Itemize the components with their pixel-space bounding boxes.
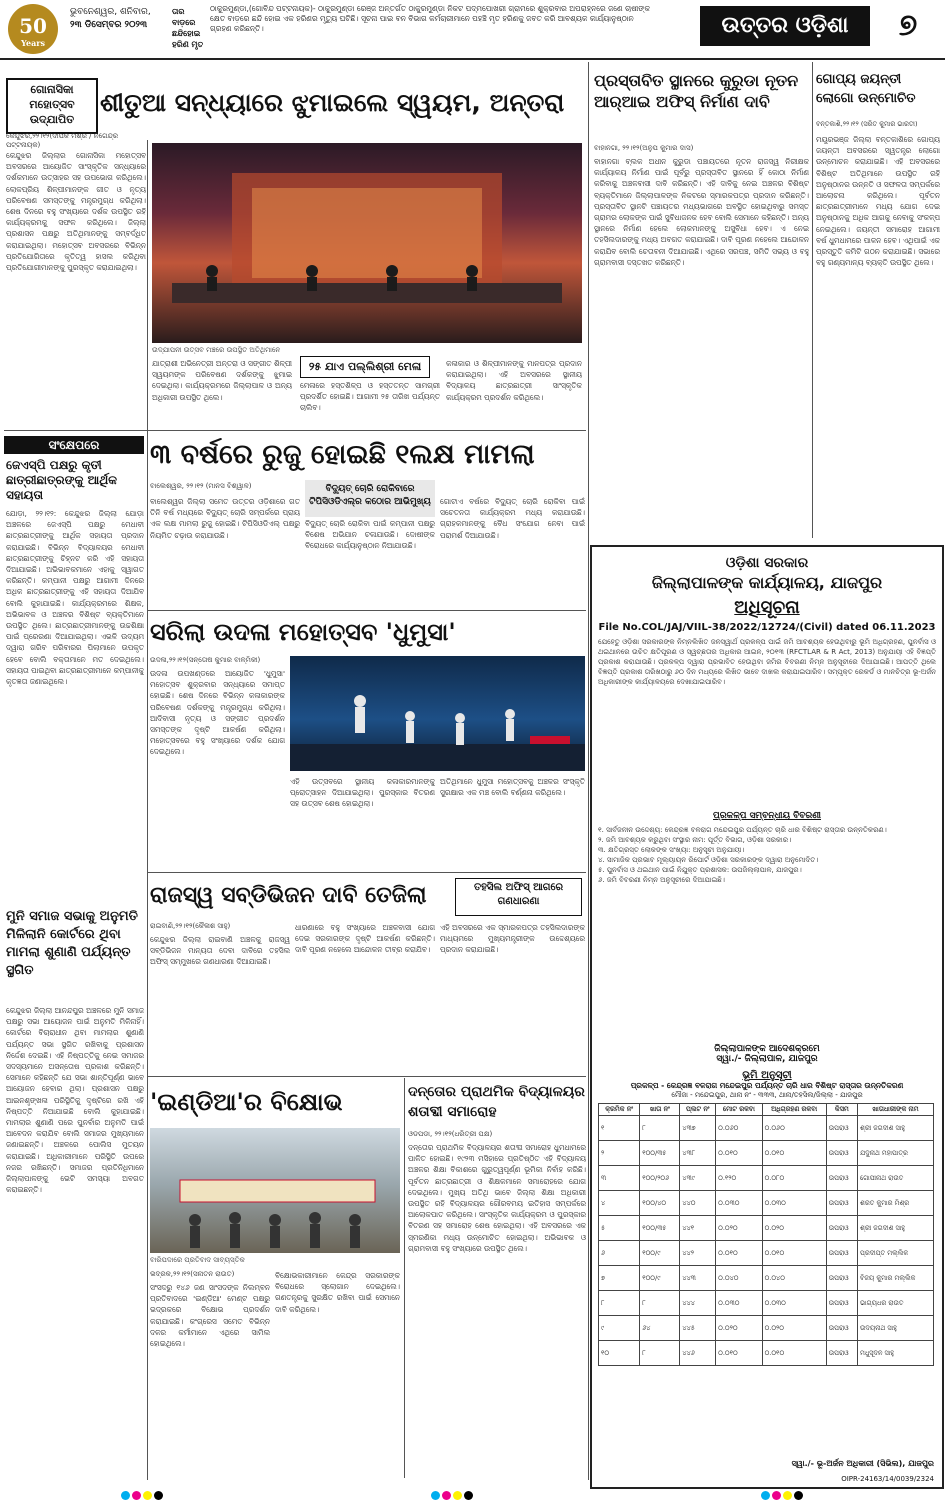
table-cell: ୦.୦୬୦ <box>716 1116 762 1141</box>
masthead <box>0 0 945 60</box>
table-cell: ଉପରାଓ <box>826 1241 857 1266</box>
table-cell: ୦.୦୧୦ <box>762 1141 826 1166</box>
cases-headline: ୩ ବର୍ଷରେ ରୁଜୁ ହୋଇଛି ୧ଲକ୍ଷ ମାମଲା <box>150 439 535 470</box>
india-headline: 'ଇଣ୍ଡିଆ'ର ବିକ୍ଷୋଭ <box>150 1088 343 1116</box>
table-cell: ବିଜୟ କୁମାର ମଲ୍ଲିକ <box>858 1266 934 1291</box>
cases-body-col2: ବିଦ୍ୟୁତ୍ ଚୋରି ରୋକିବା ପାଇଁ କମ୍ପାନୀ ପକ୍ଷରୁ ବିଶେଷ ଅଭିଯାନ ଚଳାଯାଉଛି। ଦୋଷୀଙ୍କ ବିରୋଧରେ କାର୍ଯ୍ୟାନୁଷ୍ଠାନ ନିଆଯାଉଛି। <box>305 519 435 551</box>
table-cell: ୦.୦୧୦ <box>762 1341 826 1366</box>
table-row <box>599 1141 934 1166</box>
cases-byline: ବାଲେଶ୍ୱର, ୨୨।୧୨ (ମାନସ ବିଶ୍ୱାଳ) <box>150 482 252 490</box>
logo-years: Years <box>20 38 45 48</box>
section-rule <box>148 1076 586 1077</box>
table-cell: ୧ <box>599 1116 640 1141</box>
table-row <box>599 1291 934 1316</box>
table-header-cell: ଖାତା ନଂ <box>640 1104 680 1116</box>
table-cell: ଉପରାଓ <box>826 1141 857 1166</box>
table-cell: ୪୪୦ <box>680 1191 716 1216</box>
registration-marks <box>760 1485 804 1504</box>
lead-body-col3: ମେଳାରେ ହସ୍ତଶିଳ୍ପ ଓ ହସ୍ତତନ୍ତ ସାମଗ୍ରୀ ପ୍ରଦର୍ଶିତ ହୋଇଛି। ଆଗାମୀ ୨୫ ତାରିଖ ପର୍ଯ୍ୟନ୍ତ ଚାଲିବ। <box>300 381 440 413</box>
table-cell: ୪୩୮ <box>680 1141 716 1166</box>
notice-project-details: ୧. ସାର୍ବଜନୀନ ଉଦ୍ଦେଶ୍ୟ: କେନ୍ଦ୍ରଜ୍ଞ ବଳରାଗ ମନ୍ଦେଇପୁର ପର୍ଯ୍ୟନ୍ତ ଚାରି ଧାର ବିଶିଷ୍ଟ ରାସ୍ତାର ଉନ୍ନତିକରଣ। ୨. ଜମି ଆବଶ୍ୟକ କରୁଥିବା ସଂସ୍ଥାର ନାମ: ପୂର୍ତ୍ତ ବିଭାଗ, ଓଡ଼ିଶା ସରକାର। ୩. କ୍ଷତିଗ୍ରସ୍ତ ଲୋକଙ୍କ ସଂଖ୍ୟା: ଅନୁସୂଚୀ ଅନୁଯାୟୀ। ୪. ସାମାଜିକ ପ୍ରଭାବ ମୂଲ୍ୟାୟନ ରିପୋର୍ଟ ଓଡ଼ିଶା ସରକାରଙ୍କ ଦ୍ୱାରା ଅନୁମୋଦିତ। ୫. ପୁନର୍ବାସ ଓ ଥଇଥାନ ପାଇଁ ନିଯୁକ୍ତ ପ୍ରଶାସକ: ଉପଜିଲ୍ଲାପାଳ, ଯାଜପୁର। ୬. ଜମି ବିବରଣୀ ନିମ୍ନ ଅନୁସୂଚୀରେ ଦିଆଯାଇଛି। <box>598 826 887 884</box>
table-row <box>599 1166 934 1191</box>
lead-sub-label: ୨୫ ଯାଏ ପଲ୍ଲିଶ୍ରୀ ମେଳା <box>300 356 430 378</box>
lead-body-col1: କେନ୍ଦୁଝର ଜିଲ୍ଲାର ଗୋନାସିକା ମହୋତ୍ସବ ଅବସରରେ ଆୟୋଜିତ ସାଂସ୍କୃତିକ ସନ୍ଧ୍ୟାରେ ଦର୍ଶକମାନେ ଉତ୍ସାହର ସହ ଉପଭୋଗ କରିଥିଲେ। ଲୋକପ୍ରିୟ ଶିଳ୍ପୀମାନଙ୍କ ଗୀତ ଓ ନୃତ୍ୟ ପରିବେଷଣ ସମସ୍ତଙ୍କୁ ମନ୍ତ୍ରମୁଗ୍ଧ କରିଥିଲା। ଶେଷ ଦିନରେ ବହୁ ସଂଖ୍ୟାରେ ଦର୍ଶକ ଉପସ୍ଥିତ ରହି କାର୍ଯ୍ୟକ୍ରମକୁ ସଫଳ କରିଥିଲେ। ଜିଲ୍ଲା ପ୍ରଶାସନ ପକ୍ଷରୁ ଅତିଥିମାନଙ୍କୁ ସମ୍ବର୍ଦ୍ଧିତ କରାଯାଇଥିଲା। ମହୋତ୍ସବ ଅବସରରେ ବିଭିନ୍ନ ପ୍ରତିଯୋଗିତାରେ କୃତିତ୍ୱ ହାସଲ କରିଥିବା ପ୍ରତିଯୋଗୀମାନଙ୍କୁ ପୁରସ୍କୃତ କରାଯାଇଥିଲା। <box>6 151 146 273</box>
table-cell: ୪ <box>599 1191 640 1216</box>
table-cell: ୨ <box>599 1141 640 1166</box>
notice-signature-title: ଜିଲ୍ଲାପାଳଙ୍କ ଆଦେଶକ୍ରମେ <box>714 1044 820 1054</box>
table-cell: ୦.୦୪୦ <box>762 1266 826 1291</box>
dhumusa-byline: ଉଦଳା,୨୨।୧୨(ସନ୍ତୋଷ କୁମାର ବାଳ୍ମିକୀ) <box>150 656 261 664</box>
table-cell: ୮ <box>640 1291 680 1316</box>
table-cell: ୦.୦୩୦ <box>716 1291 762 1316</box>
table-header-cell: ଖାତାଧାରୀଙ୍କ ନାମ <box>858 1104 934 1116</box>
table-cell: ୬ <box>599 1241 640 1266</box>
column-rule <box>147 140 148 430</box>
school-headline: ଦନ୍ତୋର ପ୍ରାଥମିକ ବିଦ୍ୟାଳୟର ଶତାବ୍ଦୀ ସମାରୋହ <box>408 1084 585 1120</box>
kuruda-headline: ପ୍ରସ୍ତାବିତ ସ୍ଥାନରେ କୁରୁଡା ନୂତନ ଆର୍‌ଆଇ ଅଫିସ୍ ନିର୍ମାଣ ଦାବି <box>594 71 799 111</box>
school-byline: ଓଡପଡା, ୨୨।୧୨(ଧରିତ୍ରୀ ପକ୍ଷ) <box>408 1130 493 1138</box>
notice-office: ଜିଲ୍ଲାପାଳଙ୍କ କାର୍ଯ୍ୟାଳୟ, ଯାଜପୁର <box>651 573 883 592</box>
table-cell: ୮ <box>640 1341 680 1366</box>
lead-byline: କେନ୍ଦୁଝର,୨୨।୧୨(ଦୀପକ ମିଶ୍ର / ନଗେନ୍ଦ୍ର ପଟ୍ଟନାୟକ) <box>6 132 119 149</box>
table-cell: ୫ <box>599 1216 640 1241</box>
city-day: ଭୁବନେଶ୍ୱର, ଶନିବାର, <box>70 7 151 17</box>
column-rule <box>588 62 589 1480</box>
dhumusa-headline: ସରିଲା ଉଦଳା ମହୋତ୍ସବ 'ଧୁମୁସା' <box>150 618 456 646</box>
table-cell: ୦.୦୬୦ <box>762 1116 826 1141</box>
page-number: ୭ <box>898 8 918 43</box>
table-cell: ୪୩୭ <box>680 1116 716 1141</box>
table-cell: ୦.୦୩୦ <box>762 1291 826 1316</box>
table-cell: ଶ୍ରୀ ଜଗଦୀଶ ସାହୁ <box>858 1116 934 1141</box>
table-cell: ୦.୦୪୦ <box>716 1266 762 1291</box>
brief-title: ସଂକ୍ଷେପରେ <box>4 436 144 454</box>
protest-illustration <box>150 1128 400 1253</box>
table-cell: ୦.୧୨୦ <box>716 1166 762 1191</box>
goppa-headline: ଗୋପ୍ୟ ଜୟନ୍ତୀ ଲୋଗୋ ଉନ୍ମୋଚିତ <box>816 72 916 106</box>
column-rule <box>147 430 148 1480</box>
table-cell: ୦.୦୧୦ <box>762 1241 826 1266</box>
notice-oipr: OIPR-24163/14/0039/2324 <box>841 1475 934 1483</box>
lead-photo <box>152 143 582 343</box>
table-cell: ଉପରାଓ <box>826 1191 857 1216</box>
table-header-cell: ପ୍ଲଟ ନଂ <box>680 1104 716 1116</box>
table-cell: ୦.୦୨୦ <box>762 1316 826 1341</box>
india-photo <box>150 1128 400 1253</box>
table-cell: ୦.୦୨୦ <box>716 1316 762 1341</box>
kuruda-body: ବାହାନଗା ବ୍ଲକ ଅଧୀନ କୁରୁଡା ପଞ୍ଚାୟତରେ ନୂତନ ରାଜସ୍ୱ ନିରୀକ୍ଷକ କାର୍ଯ୍ୟାଳୟ ନିର୍ମାଣ ପାଇଁ ପୂର୍ବରୁ ପ୍ରସ୍ତାବିତ ସ୍ଥାନରେ ହିଁ କୋଠା ନିର୍ମାଣ କରିବାକୁ ଅଞ୍ଚଳବାସୀ ଦାବି କରିଛନ୍ତି। ଏହି ଦାବିକୁ ନେଇ ଅଞ୍ଚଳର ବିଶିଷ୍ଟ ବ୍ୟକ୍ତିମାନେ ଜିଲ୍ଲାପାଳଙ୍କ ନିକଟରେ ସ୍ମାରକପତ୍ର ପ୍ରଦାନ କରିଛନ୍ତି। ପ୍ରସ୍ତାବିତ ସ୍ଥାନଟି ପଞ୍ଚାୟତର ମଧ୍ୟଭାଗରେ ଅବସ୍ଥିତ ହୋଇଥିବାରୁ ସମସ୍ତ ଗ୍ରାମର ଲୋକଙ୍କ ପାଇଁ ସୁବିଧାଜନକ ହେବ ବୋଲି ସେମାନେ କହିଛନ୍ତି। ଅନ୍ୟ ସ୍ଥାନରେ ନିର୍ମାଣ ହେଲେ ଲୋକମାନଙ୍କୁ ଅସୁବିଧା ହେବ। ଏ ନେଇ ତହସିଲଦାରଙ୍କୁ ମଧ୍ୟ ଅବଗତ କରାଯାଇଛି। ଦାବି ପୂରଣ ନହେଲେ ଆନ୍ଦୋଳନ କରାଯିବ ବୋଲି ଚେତାବନୀ ଦିଆଯାଇଛି। ଏଥିରେ ସରପଞ୍ଚ, ସମିତି ସଭ୍ୟ ଓ ବହୁ ଗ୍ରାମବାସୀ ଦସ୍ତଖତ କରିଛନ୍ତି। <box>594 157 809 267</box>
table-cell: ଉପରାଓ <box>826 1166 857 1191</box>
revenue-body-col1: କେନ୍ଦୁଝର ଜିଲ୍ଲା ରାଇବାଣି ଅଞ୍ଚଳକୁ ରାଜସ୍ୱ ସବ୍‌ଡିଭିଜନ ମାନ୍ୟତା ଦେବା ଦାବିରେ ତହସିଲ ଅଫିସ୍ ସମ୍ମୁଖରେ ଗଣଧାରଣା ଦିଆଯାଇଛି। <box>150 935 290 967</box>
goppa-byline: ବନ୍ତକାଶି,୨୨।୧୨ (ସରିତ କୁମାର ଭାରତୀ) <box>816 120 918 128</box>
table-cell: ୦.୦୧୦ <box>716 1241 762 1266</box>
dhumusa-body-col1: ଉଦଳା ଉପଖଣ୍ଡରେ ଆୟୋଜିତ 'ଧୁମୁସା' ମହୋତ୍ସବ ଶୁକ୍ରବାର ସନ୍ଧ୍ୟାରେ ସମାପ୍ତ ହୋଇଛି। ଶେଷ ଦିନରେ ବିଭିନ୍ନ କଳାକାରଙ୍କ ପରିବେଷଣ ଦର୍ଶକଙ୍କୁ ମନ୍ତ୍ରମୁଗ୍ଧ କରିଥିଲା। ଆଦିବାସୀ ନୃତ୍ୟ ଓ ସଙ୍ଗୀତ ପ୍ରଦର୍ଶନ ସମସ୍ତଙ୍କ ଦୃଷ୍ଟି ଆକର୍ଷଣ କରିଥିଲା। ମହୋତ୍ସବରେ ବହୁ ସଂଖ୍ୟାରେ ଦର୍ଶକ ଯୋଗ ଦେଇଥିଲେ। <box>150 669 285 757</box>
logo-number: 50 <box>19 14 47 38</box>
notice-section-title: ପ୍ରକଳ୍ପ ସମ୍ବନ୍ଧୀୟ ବିବରଣୀ <box>713 811 821 821</box>
table-row <box>599 1341 934 1366</box>
table-row <box>599 1191 934 1216</box>
table-cell: ୧୦ <box>599 1341 640 1366</box>
dateline <box>70 6 170 32</box>
table-cell: ୦.୦୩୦ <box>762 1191 826 1216</box>
lead-kicker: ଗୋନାସିକା ମହୋତ୍ସବ ଉଦ୍‌ଯାପିତ <box>6 78 98 134</box>
table-cell: ୮ <box>599 1291 640 1316</box>
table-cell: ୧୦୦/୯ <box>640 1266 680 1291</box>
schedule-title: ଭୂମି ଅନୁସୂଚୀ <box>742 1070 792 1081</box>
table-body <box>599 1116 934 1366</box>
lead-body-col4: କଳାକାର ଓ ଶିଳ୍ପୀମାନଙ୍କୁ ମାନପତ୍ର ପ୍ରଦାନ କରାଯାଇଥିଲା। ଏହି ଅବସରରେ ସ୍ଥାନୀୟ ବିଦ୍ୟାଳୟ ଛାତ୍ରଛାତ୍ରୀ ସାଂସ୍କୃତିକ କାର୍ଯ୍ୟକ୍ରମ ପ୍ରଦର୍ଶନ କରିଥିଲେ। <box>446 359 582 402</box>
notice-body: ଯେହେତୁ ଓଡ଼ିଶା ସରକାରଙ୍କ ନିମ୍ନଲିଖିତ ଜନସ୍ୱାର୍ଥ ପ୍ରକଳ୍ପ ପାଇଁ ଜମି ଆବଶ୍ୟକ ହେଉଥିବାରୁ ଭୂମି ଅଧିଗ୍ରହଣ, ପୁନର୍ବାସ ଓ ଥଇଥାନରେ ଉଚିତ କ୍ଷତିପୂରଣ ଓ ସ୍ୱଚ୍ଛତାର ଅଧିକାର ଆଇନ, ୨୦୧୩ (RFCTLAR & R Act, 2013) ଅନୁଯାୟୀ ଏହି ବିଜ୍ଞପ୍ତି ପ୍ରକାଶ କରାଯାଉଛି। ପ୍ରକଳ୍ପ ଦ୍ୱାରା ପ୍ରଭାବିତ ହେଉଥିବା ଜମିର ବିବରଣୀ ନିମ୍ନ ଅନୁସୂଚୀରେ ଦିଆଯାଇଛି। ଆପତ୍ତି ଥିଲେ ବିଜ୍ଞପ୍ତି ପ୍ରକାଶ ତାରିଖଠାରୁ ୬୦ ଦିନ ମଧ୍ୟରେ ଲିଖିତ ଭାବେ ଦାଖଲ କରାଯାଇପାରିବ। ସମ୍ପୃକ୍ତ ରେକର୍ଡ ଓ ମାନଚିତ୍ର ଭୂ-ଅର୍ଜନ ଅଧିକାରୀଙ୍କ କାର୍ଯ୍ୟାଳୟରେ ଦେଖାଯାଇପାରିବ। <box>598 638 936 686</box>
dhumusa-photo <box>290 656 585 771</box>
table-cell: ୦.୦୨୦ <box>716 1216 762 1241</box>
lead-body-col2: ଯାତ୍ରାଶୀ ଅଭିନେତ୍ରୀ ଅନ୍ତରା ଓ ସଙ୍ଗୀତ ଶିଳ୍ପୀ ସ୍ୱୟମଙ୍କ ପରିବେଷଣ ଦର୍ଶକଙ୍କୁ ଝୁମାଇ ଦେଇଥିଲା। କାର୍ଯ୍ୟକ୍ରମରେ ଜିଲ୍ଲାପାଳ ଓ ଅନ୍ୟ ଅଧିକାରୀ ଉପସ୍ଥିତ ଥିଲେ। <box>152 359 292 402</box>
table-cell: ୦.୦୧୦ <box>716 1141 762 1166</box>
table-cell: ଭାଗ୍ୟଧର ରାଉତ <box>858 1291 934 1316</box>
table-cell: ୪୪୬ <box>680 1341 716 1366</box>
section-rule <box>4 430 586 431</box>
table-header-row <box>599 1104 934 1116</box>
revenue-headline: ରାଜସ୍ୱ ସବ୍‌ଡିଭିଜନ ଦାବି ତେଜିଲା <box>150 883 427 908</box>
table-cell: ଉପରାଓ <box>826 1116 857 1141</box>
registration-marks <box>120 1485 164 1504</box>
revenue-label: ତହସିଲ ଅଫିସ୍ ଆଗରେ ଗଣଧାରଣା <box>455 878 582 916</box>
table-cell: ୦.୦୧୦ <box>716 1341 762 1366</box>
registration-marks <box>430 1485 474 1504</box>
notice-title: ଅଧିସୂଚନା <box>734 597 800 618</box>
table-cell: ୩ <box>599 1166 640 1191</box>
muni-headline: ମୁନି ସମାଜ ସଭାକୁ ଅନୁମତି ମିଳିଲାନି କୋର୍ଟରେ ଥିବା ମାମଲା ଶୁଣାଣି ପର୍ଯ୍ୟନ୍ତ ସ୍ଥଗିତ <box>6 909 138 978</box>
table-cell: ୧୦୦/୩୫ <box>640 1216 680 1241</box>
table-header-cell: କ୍ରମିକ ନଂ <box>599 1104 640 1116</box>
india-caption: ବାରିପଦାରେ ପ୍ରତିବାଦ ସାବ୍ୟସ୍ତିକ <box>150 1256 245 1264</box>
table-header-cell: ମୋଟ ରକବା <box>716 1104 762 1116</box>
column-rule <box>404 1078 405 1478</box>
schedule-place: ମୌଜା - ମନ୍ଦେଇପୁର, ଥାନା ନଂ - ୩୩୩, ଥାନା/ତହସିଲ/ଜିଲ୍ଲା - ଯାଜପୁର <box>671 1091 863 1099</box>
table-cell: ୪୪୫ <box>680 1316 716 1341</box>
date: ୨୩ ଡିସେମ୍ବର ୨୦୨୩ <box>70 20 148 30</box>
lead-photo-caption: ଉଦ୍‌ଯାପନୀ ଉତ୍ସବ ମଞ୍ଚରେ ଉପସ୍ଥିତ ଅତିଥିମାନେ <box>152 346 281 354</box>
notice-govt: ଓଡ଼ିଶା ସରକାର <box>725 555 809 571</box>
table-cell: ୦.୦୨୦ <box>762 1216 826 1241</box>
table-cell: ୦.୦୮୦ <box>762 1166 826 1191</box>
cases-body-col1: ବାଲେଶ୍ୱର ଜିଲ୍ଲା ସମେତ ଉତ୍ତର ଓଡ଼ିଶାରେ ଗତ ତିନି ବର୍ଷ ମଧ୍ୟରେ ବିଦ୍ୟୁତ୍ ଚୋରି ସମ୍ପର୍କରେ ପ୍ରାୟ ଏକ ଲକ୍ଷ ମାମଲା ରୁଜୁ ହୋଇଛି। ଟିପିସିଓଡିଏଲ୍ ପକ୍ଷରୁ ନିୟମିତ ଚଢ଼ାଉ କରାଯାଉଛି। <box>150 497 300 540</box>
lead-headline: ଶୀତୁଆ ସନ୍ଧ୍ୟାରେ ଝୁମାଇଲେ ସ୍ୱୟମ, ଅନ୍ତରା <box>100 88 565 117</box>
table-row <box>599 1241 934 1266</box>
table-cell: ଉପରାଓ <box>826 1291 857 1316</box>
table-cell: ୪୪୪ <box>680 1291 716 1316</box>
table-cell: ଉପରାଓ <box>826 1216 857 1241</box>
table-row <box>599 1266 934 1291</box>
schedule-subtitle: ପ୍ରକଳ୍ପ - କେନ୍ଦ୍ରଜ୍ଞ ବଳରାଗ ମନ୍ଦେଇପୁର ପର୍ଯ୍ୟନ୍ତ ଚାରି ଧାର ବିଶିଷ୍ଟ ରାସ୍ତାର ଉନ୍ନତିକରଣ <box>630 1081 904 1090</box>
table-row <box>599 1316 934 1341</box>
table-header-cell: କିସମ <box>826 1104 857 1116</box>
land-schedule-table <box>598 1103 934 1366</box>
table-cell: ୪୪୧ <box>680 1216 716 1241</box>
ticker-label: ତାର ବାଡ଼ରେ ଛନ୍ଦିହୋଇ ହରିଣ ମୃତ <box>172 7 204 49</box>
revenue-body-col3: ଏହି ଅବସରରେ ଏକ ସ୍ମାରକପତ୍ର ତହସିଲଦାରଙ୍କ ମାଧ୍ୟମରେ ମୁଖ୍ୟମନ୍ତ୍ରୀଙ୍କ ଉଦ୍ଦେଶ୍ୟରେ ପ୍ରଦାନ କରାଯାଇଛି। <box>440 923 585 955</box>
table-row <box>599 1216 934 1241</box>
table-cell: ମଧୁସୂଦନ ସାହୁ <box>858 1341 934 1366</box>
column-rule <box>812 62 813 538</box>
muni-body: କେନ୍ଦୁଝର ଜିଲ୍ଲା ଆନନ୍ଦପୁର ଅଞ୍ଚଳରେ ମୁନି ସମାଜ ପକ୍ଷରୁ ସଭା ଆୟୋଜନ ପାଇଁ ଅନୁମତି ମିଳିନାହିଁ। କୋର୍ଟରେ ବିଚାରାଧୀନ ଥିବା ମାମଲାର ଶୁଣାଣି ପର୍ଯ୍ୟନ୍ତ ସଭା ସ୍ଥଗିତ ରଖିବାକୁ ପ୍ରଶାସନ ନିର୍ଦ୍ଦେଶ ଦେଇଛି। ଏହି ନିଷ୍ପତ୍ତିକୁ ନେଇ ସମାଜର ସଦସ୍ୟମାନେ ଅସନ୍ତୋଷ ପ୍ରକାଶ କରିଛନ୍ତି। ସେମାନେ କହିଛନ୍ତି ଯେ ସଭା ଶାନ୍ତିପୂର୍ଣ୍ଣ ଭାବେ ଆୟୋଜନ ହେବାର ଥିଲା। ପ୍ରଶାସନ ପକ୍ଷରୁ ଆଇନଶୃଙ୍ଖଳା ପରିସ୍ଥିତିକୁ ଦୃଷ୍ଟିରେ ରଖି ଏହି ନିଷ୍ପତ୍ତି ନିଆଯାଇଛି ବୋଲି କୁହାଯାଇଛି। ମାମଲାର ଶୁଣାଣି ପରେ ପୁନର୍ବାର ଅନୁମତି ପାଇଁ ଆବେଦନ କରାଯିବ ବୋଲି ସମାଜର ମୁଖ୍ୟମାନେ ଜଣାଇଛନ୍ତି। ଅଞ୍ଚଳରେ ପୋଲିସ ମୁତୟନ କରାଯାଇଛି। ଅଧିକାରୀମାନେ ପରିସ୍ଥିତି ଉପରେ ନଜର ରଖିଛନ୍ତି। ସମାଜର ପ୍ରତିନିଧିମାନେ ଜିଲ୍ଲାପାଳଙ୍କୁ ଭେଟି ସମସ୍ୟା ଅବଗତ କରାଇଛନ୍ତି। <box>6 1006 144 1195</box>
india-body-col2: ବିକ୍ଷୋଭକାରୀମାନେ କେନ୍ଦ୍ର ସରକାରଙ୍କ ବିରୋଧରେ ସ୍ଲୋଗାନ ଦେଇଥିଲେ। ଗଣତନ୍ତ୍ରକୁ ସୁରକ୍ଷିତ ରଖିବା ପାଇଁ ସେମାନେ ଦାବି କରିଥିଲେ। <box>275 1271 400 1314</box>
table-cell: ୧୦୦/୪୦ <box>640 1191 680 1216</box>
india-byline: ଭଦ୍ରକ,୨୨।୧୨(ସନାତନ ରାଉତ) <box>150 1270 235 1278</box>
table-cell: ୭ <box>599 1266 640 1291</box>
notice-signature: ସ୍ୱା./- ଜିଲ୍ଲାପାଳ, ଯାଜପୁର <box>716 1054 818 1064</box>
table-row <box>599 1116 934 1141</box>
school-body: ଦନ୍ତୋର ପ୍ରାଥମିକ ବିଦ୍ୟାଳୟର ଶତାବ୍ଦୀ ସମାରୋହ ଧୁମଧାମରେ ପାଳିତ ହୋଇଛି। ୧୯୨୩ ମସିହାରେ ପ୍ରତିଷ୍ଠିତ ଏହି ବିଦ୍ୟାଳୟ ଅଞ୍ଚଳର ଶିକ୍ଷା ବିକାଶରେ ଗୁରୁତ୍ୱପୂର୍ଣ୍ଣ ଭୂମିକା ନିର୍ବାହ କରିଛି। ପୂର୍ବତନ ଛାତ୍ରଛାତ୍ରୀ ଓ ଶିକ୍ଷକମାନେ ସମାରୋହରେ ଯୋଗ ଦେଇଥିଲେ। ମୁଖ୍ୟ ଅତିଥି ଭାବେ ଜିଲ୍ଲା ଶିକ୍ଷା ଅଧିକାରୀ ଉପସ୍ଥିତ ରହି ବିଦ୍ୟାଳୟର ଗୌରବମୟ ଇତିହାସ ସମ୍ପର୍କରେ ଆଲୋକପାତ କରିଥିଲେ। ସାଂସ୍କୃତିକ କାର୍ଯ୍ୟକ୍ରମ ଓ ପୁରସ୍କାର ବିତରଣ ସହ ସମାରୋହ ଶେଷ ହୋଇଥିଲା। ଏହି ଅବସରରେ ଏକ ସ୍ମରଣିକା ମଧ୍ୟ ଉନ୍ମୋଚିତ ହୋଇଥିଲା। ଅଭିଭାବକ ଓ ଗ୍ରାମବାସୀ ବହୁ ସଂଖ୍ୟାରେ ଉପସ୍ଥିତ ଥିଲେ। <box>408 1143 586 1253</box>
table-cell: ଉପରାଓ <box>826 1341 857 1366</box>
newspaper-logo <box>8 4 58 54</box>
table-cell: ଗୋପୀନାଥ ରାଉତ <box>858 1166 934 1191</box>
kuruda-byline: ବାହାନଗା, ୨୨।୧୨(ଅନୁପ କୁମାର ଦାସ) <box>594 144 694 152</box>
table-cell: ଉପରାଓ <box>826 1266 857 1291</box>
notice-footer-sign: ସ୍ୱା./- ଭୂ-ଅର୍ଜନ ଅଧିକାରୀ (ସିଭିଲ), ଯାଜପୁର <box>791 1459 934 1468</box>
print-marks <box>0 1482 945 1498</box>
table-header-cell: ଅଧିଗ୍ରହଣ ରକବା <box>762 1104 826 1116</box>
revenue-body-col2: ଧାରଣାରେ ବହୁ ସଂଖ୍ୟାରେ ଅଞ୍ଚଳବାସୀ ଯୋଗ ଦେଇ ସରକାରଙ୍କ ଦୃଷ୍ଟି ଆକର୍ଷଣ କରିଛନ୍ତି। ଦାବି ପୂରଣ ନହେଲେ ଆନ୍ଦୋଳନ ତୀବ୍ର କରାଯିବ। <box>295 923 435 955</box>
section-rule <box>148 610 586 611</box>
goppa-body: ମୟୂରଭଞ୍ଜ ଜିଲ୍ଲା ବନ୍ତକାଶିରେ ଗୋପ୍ୟ ଜୟନ୍ତୀ ଅବସରରେ ସ୍ୱତନ୍ତ୍ର ଲୋଗୋ ଉନ୍ମୋଚନ କରାଯାଇଛି। ଏହି ଅବସରରେ ବିଶିଷ୍ଟ ଅତିଥିମାନେ ଉପସ୍ଥିତ ରହି ଅନୁଷ୍ଠାନର ଉନ୍ନତି ଓ ସଫଳତା ସମ୍ପର୍କରେ ଆଲୋଚନା କରିଥିଲେ। ପୂର୍ବତନ ଛାତ୍ରଛାତ୍ରୀମାନେ ମଧ୍ୟ ଯୋଗ ଦେଇ ଅନୁଷ୍ଠାନକୁ ଅଧିକ ଆଗକୁ ନେବାକୁ ସଂକଳ୍ପ ନେଇଥିଲେ। ଜୟନ୍ତୀ ସମାରୋହ ଆଗାମୀ ବର୍ଷ ଧୁମଧାମରେ ପାଳନ ହେବ। ଏଥିପାଇଁ ଏକ ପ୍ରସ୍ତୁତି କମିଟି ଗଠନ କରାଯାଇଛି। ସଭାରେ ବହୁ ଗଣ୍ୟମାନ୍ୟ ବ୍ୟକ୍ତି ଉପସ୍ଥିତ ଥିଲେ। <box>816 135 940 268</box>
table-cell: ଶରତ କୁମାର ମିଶ୍ର <box>858 1191 934 1216</box>
table-cell: ୦.୦୩୦ <box>716 1191 762 1216</box>
cases-pullquote: ବିଦ୍ୟୁତ୍ ଚୋରି ରୋକିବାରେ ଟିପିସିଓଡିଏଲ୍‌ର କଠୋର ଆଭିମୁଖ୍ୟ <box>305 480 435 517</box>
dhumusa-body-col3: ଅତିଥିମାନେ ଧୁମୁସା ମହୋତ୍ସବକୁ ଅଞ୍ଚଳର ସଂସ୍କୃତି ସୁରକ୍ଷାର ଏକ ମଞ୍ଚ ବୋଲି ବର୍ଣ୍ଣନା କରିଥିଲେ। <box>440 777 585 798</box>
table-cell: ୪୪୩ <box>680 1266 716 1291</box>
brief-headline: ଜେଏସ୍‌ପି ପକ୍ଷରୁ କୃତୀ ଛାତ୍ରୀଛାତ୍ରଙ୍କୁ ଆର୍ଥିକ ସହାୟତା <box>6 458 118 502</box>
table-cell: ୪୪୨ <box>680 1241 716 1266</box>
dhumusa-body-col2: ଏହି ଉତ୍ସବରେ ସ୍ଥାନୀୟ କଳାକାରମାନଙ୍କୁ ପ୍ରୋତ୍ସାହନ ଦିଆଯାଇଥିଲା। ପୁରସ୍କାର ବିତରଣ ସହ ଉତ୍ସବ ଶେଷ ହୋଇଥିଲା। <box>290 777 435 809</box>
table-cell: ୧୦୦/୯ <box>640 1241 680 1266</box>
table-cell: ୯ <box>599 1316 640 1341</box>
section-rule <box>148 872 586 873</box>
brief-body: ଯୋଡ଼ା, ୨୨।୧୨: କେନ୍ଦୁଝର ଜିଲ୍ଲା ଯୋଡ଼ା ଅଞ୍ଚଳରେ ଜେଏସ୍‌ପି ପକ୍ଷରୁ ମେଧାବୀ ଛାତ୍ରଛାତ୍ରୀଙ୍କୁ ଆର୍ଥିକ ସହାୟତା ପ୍ରଦାନ କରାଯାଇଛି। ବିଭିନ୍ନ ବିଦ୍ୟାଳୟର ମେଧାବୀ ଛାତ୍ରଛାତ୍ରୀଙ୍କୁ ଚିହ୍ନଟ କରି ଏହି ସହାୟତା ଦିଆଯାଇଛି। ଅଭିଭାବକମାନେ ଏହାକୁ ସ୍ୱାଗତ କରିଛନ୍ତି। କମ୍ପାନୀ ପକ୍ଷରୁ ଆଗାମୀ ଦିନରେ ଅଧିକ ଛାତ୍ରଛାତ୍ରୀଙ୍କୁ ଏହି ସହାୟତା ଦିଆଯିବ ବୋଲି କୁହାଯାଇଛି। କାର୍ଯ୍ୟକ୍ରମରେ ଶିକ୍ଷକ, ଅଭିଭାବକ ଓ ଅଞ୍ଚଳର ବିଶିଷ୍ଟ ବ୍ୟକ୍ତିମାନେ ଉପସ୍ଥିତ ଥିଲେ। ଛାତ୍ରଛାତ୍ରୀମାନଙ୍କୁ ଉଚ୍ଚଶିକ୍ଷା ପାଇଁ ପ୍ରେରଣା ଦିଆଯାଇଥିଲା। ଏଭଳି ଉଦ୍ୟମ ଦ୍ୱାରା ଗରିବ ପରିବାରର ପିଲାମାନେ ଉପକୃତ ହେବେ ବୋଲି ବକ୍ତାମାନେ ମତ ଦେଇଥିଲେ। ସହାୟତା ପାଇଥିବା ଛାତ୍ରଛାତ୍ରୀମାନେ କମ୍ପାନୀକୁ କୃତଜ୍ଞତା ଜଣାଇଥିଲେ। <box>6 509 144 687</box>
ticker-text: ଠାକୁରମୁଣ୍ଡା,(ଗୋବିନ୍ଦ ପଟ୍ଟନାୟକ)- ଠାକୁରମୁଣ୍ଡା ରେଞ୍ଜ ଅନ୍ତର୍ଗତ ଠାକୁରମୁଣ୍ଡା ନିକଟ ପଦ୍ମପୋଖରୀ ଗ୍ରାମରେ ଶୁକ୍ରବାର ଅପରାହ୍ନରେ ଜଣେ ଚାଷୀଙ୍କ କ୍ଷେତ ବାଡ଼ରେ ଛନ୍ଦି ହୋଇ ଏକ ହରିଣର ମୃତ୍ୟୁ ଘଟିଛି। ସୂଚନା ପାଇ ବନ ବିଭାଗ କର୍ମଚାରୀମାନେ ପହଞ୍ଚି ମୃତ ହରିଣକୁ ଜବତ କରି ଆବଶ୍ୟକ କାର୍ଯ୍ୟାନୁଷ୍ଠାନ ଗ୍ରହଣ କରିଛନ୍ତି। <box>210 4 650 33</box>
table-cell: ଉପରାଓ <box>826 1316 857 1341</box>
table-cell: ୬୪ <box>640 1316 680 1341</box>
dance-stage-illustration <box>290 656 585 771</box>
notice-file-no: File No.COL/JAJ/VIIL-38/2022/12724/(Civil) dated 06.11.2023 <box>598 622 936 633</box>
table-cell: ୧୦୦/୨୦୬ <box>640 1166 680 1191</box>
table-cell: ଯଦୁନାଥ ମହାପାତ୍ର <box>858 1141 934 1166</box>
table-cell: ୪୩୯ <box>680 1166 716 1191</box>
table-cell: ପ୍ରଦୀପ୍ତ ମଲ୍ଲିକ <box>858 1241 934 1266</box>
government-notice <box>590 545 944 1489</box>
india-body-col1: ସଂସଦରୁ ୧୪୬ ଜଣ ସାଂସଦଙ୍କ ନିଲମ୍ବନ ପ୍ରତିବାଦରେ 'ଇଣ୍ଡିଆ' ମେଣ୍ଟ ପକ୍ଷରୁ ଭଦ୍ରକରେ ବିକ୍ଷୋଭ ପ୍ରଦର୍ଶନ କରାଯାଇଛି। କଂଗ୍ରେସ ସମେତ ବିଭିନ୍ନ ଦଳର କର୍ମୀମାନେ ଏଥିରେ ସାମିଲ ହୋଇଥିଲେ। <box>150 1283 270 1349</box>
table-cell: ଉଦୟନାଥ ସାହୁ <box>858 1316 934 1341</box>
stage-illustration <box>152 143 582 343</box>
cases-body-col3: ଗୋଟାଏ ବର୍ଷରେ ବିଦ୍ୟୁତ୍ ଚୋରି ରୋକିବା ପାଇଁ ସଚେତନତା କାର୍ଯ୍ୟକ୍ରମ ମଧ୍ୟ କରାଯାଉଛି। ଗ୍ରାହକମାନଙ୍କୁ ବୈଧ ସଂଯୋଗ ନେବା ପାଇଁ ପରାମର୍ଶ ଦିଆଯାଉଛି। <box>440 497 585 540</box>
table-cell: ଶ୍ରୀ ଜଗଦୀଶ ସାହୁ <box>858 1216 934 1241</box>
table-cell: ୮ <box>640 1116 680 1141</box>
section-title: ଉତ୍ତର ଓଡ଼ିଶା <box>700 6 870 46</box>
table-cell: ୧୦୦/୩୫ <box>640 1141 680 1166</box>
revenue-byline: ରାଇବାଣି,୨୨।୧୨(କୈଳାଶ ସାହୁ) <box>150 922 231 930</box>
